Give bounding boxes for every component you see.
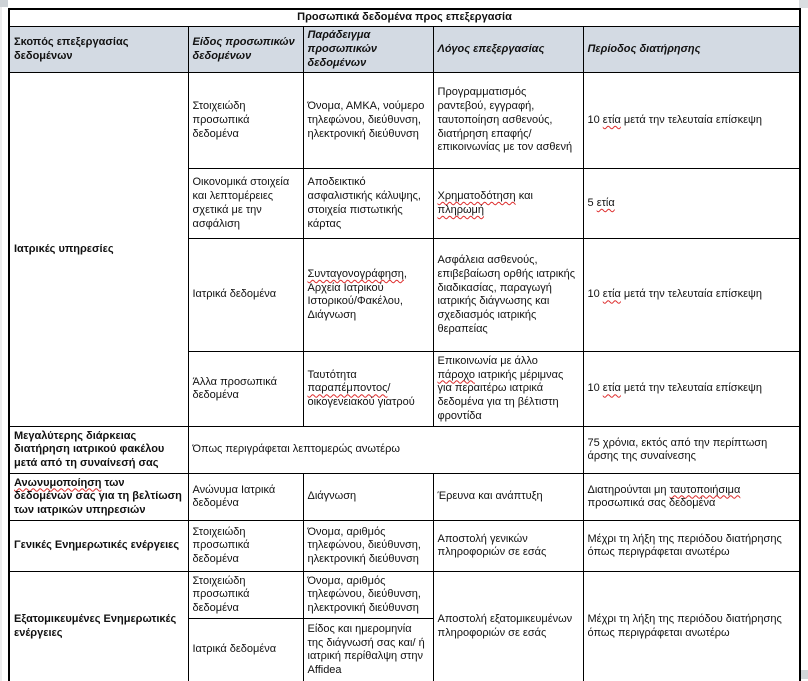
cell-personalized-purpose: Εξατομικευμένες Ενημερωτικές ενέργειες <box>9 572 188 681</box>
cell-medical-r2-reason: Χρηματοδότηση και πληρωμή <box>433 169 583 239</box>
spellcheck-squiggle: παραπέμποντος <box>307 382 388 395</box>
cell-general-example: Όνομα, αριθμός τηλεφώνου, διεύθυνση, ηλεκτρονική διεύθυνση <box>303 521 433 572</box>
cell-medical-r4-retention: 10 ετία μετά την τελευταία επίσκεψη <box>583 352 800 427</box>
cell-personalized-r2-example: Είδος και ημερομηνία της διάγνωσή σας και/ ή ιατρική περίθαλψη στην Affidea <box>303 619 433 681</box>
spellcheck-squiggle: πάροχο <box>437 368 475 381</box>
cell-personalized-r1-data-type: Στοιχειώδη προσωπικά δεδομένα <box>188 572 303 619</box>
cell-anonymization-purpose: Ανωνυμοποίηση των δεδομένων σας για τη βελτίωση των ιατρικών υπηρεσιών <box>9 474 188 521</box>
cell-general-purpose: Γενικές Ενημερωτικές ενέργειες <box>9 521 188 572</box>
cell-medical-r1-example: Όνομα, ΑΜΚΑ, νούμερο τηλεφώνου, διεύθυνση, ηλεκτρονική διεύθυνση <box>303 73 433 169</box>
cell-anonymization-retention: Διατηρούνται μη ταυτοποιήσιμα προσωπικά σας δεδομένα <box>583 474 800 521</box>
cell-medical-r3-retention: 10 ετία μετά την τελευταία επίσκεψη <box>583 239 800 352</box>
cell-medical-r4-data-type: Άλλα προσωπικά δεδομένα <box>188 352 303 427</box>
cell-medical-r1-retention: 10 ετία μετά την τελευταία επίσκεψη <box>583 73 800 169</box>
column-header-reason: Λόγος επεξεργασίας <box>433 27 583 73</box>
table-row <box>9 427 800 474</box>
spellcheck-squiggle: ταυτοποιήσιμα <box>669 483 741 496</box>
spellcheck-squiggle: Χρηματοδότηση <box>437 190 516 202</box>
cell-medical-r4-reason: Επικοινωνία με άλλο πάροχο ιατρικής μέριμνας για περαιτέρω ιατρικά δεδομένα για τη βέλτιστη φροντίδα <box>433 352 583 427</box>
cell-medical-purpose: Ιατρικές υπηρεσίες <box>9 73 188 427</box>
cell-anonymization-data-type: Ανώνυμα Ιατρικά δεδομένα <box>188 474 303 521</box>
cell-longer-retention-purpose: Μεγαλύτερης διάρκειας διατήρηση ιατρικού φακέλου μετά από τη συναίνεσή σας <box>9 427 188 474</box>
cell-medical-r3-example: Συνταγονογράφηση, Αρχεία Ιατρικού Ιστορικού/Φακέλου, Διάγνωση <box>303 239 433 352</box>
spellcheck-squiggle: πληρωμή <box>437 203 485 216</box>
column-header-example: Παράδειγμα προσωπικών δεδομένων <box>303 27 433 73</box>
cell-longer-retention-description: Όπως περιγράφεται λεπτομερώς ανωτέρω <box>188 427 583 474</box>
cell-longer-retention-retention: 75 χρόνια, εκτός από την περίπτωση άρσης της συναίνεσης <box>583 427 800 474</box>
cell-medical-r3-data-type: Ιατρικά δεδομένα <box>188 239 303 352</box>
spellcheck-squiggle: ετία <box>602 113 621 126</box>
screenshot-corner-artifact-top-left <box>0 0 8 7</box>
spellcheck-squiggle: ετία <box>602 288 621 301</box>
spellcheck-squiggle: Συνταγονογράφηση <box>307 267 404 280</box>
cell-general-reason: Αποστολή γενικών πληροφοριών σε εσάς <box>433 521 583 572</box>
table-row <box>9 474 800 521</box>
table-row <box>9 73 800 169</box>
cell-medical-r3-reason: Ασφάλεια ασθενούς, επιβεβαίωση ορθής ιατρικής διαδικασίας, παραγωγή ιατρικής διάγνωσης και σχεδιασμός ιατρικής θεραπείας <box>433 239 583 352</box>
column-header-data-type: Είδος προσωπικών δεδομένων <box>188 27 303 73</box>
cell-medical-r2-example: Αποδεικτικό ασφαλιστικής κάλυψης, στοιχεία πιστωτικής κάρτας <box>303 169 433 239</box>
cell-anonymization-reason: Έρευνα και ανάπτυξη <box>433 474 583 521</box>
cell-medical-r2-data-type: Οικονομικά στοιχεία και λεπτομέρειες σχετικά με την ασφάλιση <box>188 169 303 239</box>
spellcheck-squiggle: ετία <box>602 382 621 395</box>
personal-data-processing-table <box>8 8 801 681</box>
cell-personalized-retention: Μέχρι τη λήξη της περιόδου διατήρησης όπως περιγράφεται ανωτέρω <box>583 572 800 681</box>
cell-general-retention: Μέχρι τη λήξη της περιόδου διατήρησης όπως περιγράφεται ανωτέρω <box>583 521 800 572</box>
screenshot-left-edge-artifact <box>0 0 2 681</box>
cell-general-data-type: Στοιχειώδη προσωπικά δεδομένα <box>188 521 303 572</box>
table-title: Προσωπικά δεδομένα προς επεξεργασία <box>9 9 800 27</box>
cell-medical-r2-retention: 5 ετία <box>583 169 800 239</box>
column-header-retention: Περίοδος διατήρησης <box>583 27 800 73</box>
screenshot-corner-artifact-top-right <box>799 0 808 8</box>
cell-personalized-r1-example: Όνομα, αριθμός τηλεφώνου, διεύθυνση, ηλεκτρονική διεύθυνση <box>303 572 433 619</box>
cell-medical-r4-example: Ταυτότητα παραπέμποντος/ οικογενειακού γιατρού <box>303 352 433 427</box>
spellcheck-squiggle: ετία <box>596 196 615 209</box>
table-row <box>9 572 800 619</box>
table-row <box>9 521 800 572</box>
cell-anonymization-example: Διάγνωση <box>303 474 433 521</box>
cell-personalized-reason: Αποστολή εξατομικευμένων πληροφοριών σε εσάς <box>433 572 583 681</box>
cell-medical-r1-reason: Προγραμματισμός ραντεβού, εγγραφή, ταυτοποίηση ασθενούς, διατήρηση επαφής/επικοινωνίας με τον ασθενή <box>433 73 583 169</box>
cell-medical-r1-data-type: Στοιχειώδη προσωπικά δεδομένα <box>188 73 303 169</box>
column-header-purpose: Σκοπός επεξεργασίας δεδομένων <box>9 27 188 73</box>
spellcheck-squiggle: Ανωνυμοποίηση <box>14 476 102 489</box>
cell-personalized-r2-data-type: Ιατρικά δεδομένα <box>188 619 303 681</box>
